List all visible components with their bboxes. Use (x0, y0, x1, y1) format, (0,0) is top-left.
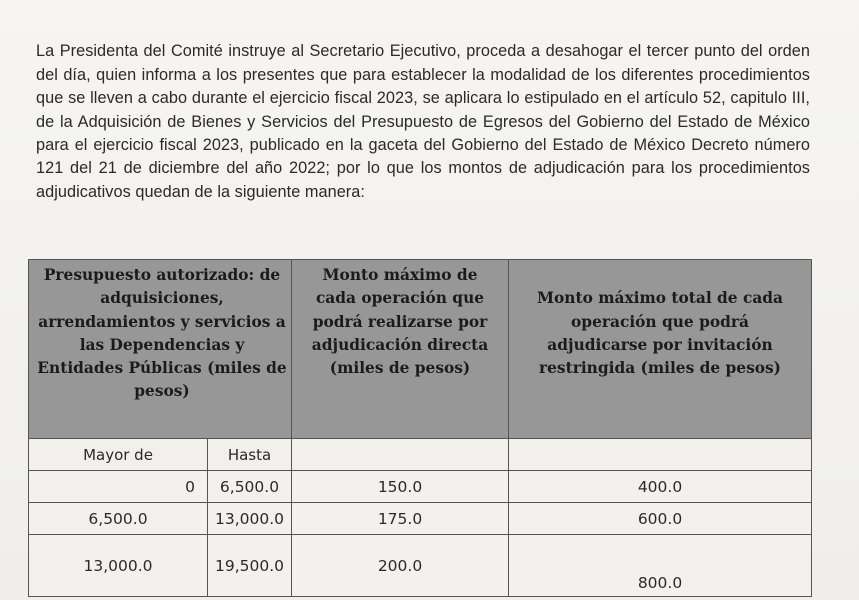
header-direct-text: Monto máximo de cada operación que podrá realizarse por adjudicación directa (miles de pesos) (311, 266, 489, 378)
cell-mayor: 13,000.0 (29, 535, 208, 597)
cell-directa: 200.0 (292, 535, 509, 597)
header-restricted-cell (509, 260, 812, 439)
table-row (29, 471, 812, 503)
cell-hasta: 19,500.0 (208, 535, 292, 597)
header-budget-text: Presupuesto autorizado: de adquisiciones, arrendamientos y servicios a las Dependencias y Entidades Públicas (miles de pesos) (37, 266, 287, 401)
cell-mayor: 6,500.0 (29, 503, 208, 535)
cell-restringida: 600.0 (509, 503, 812, 535)
cell-hasta: 6,500.0 (208, 471, 292, 503)
intro-paragraph: La Presidenta del Comité instruye al Secretario Ejecutivo, proceda a desahogar el tercer punto del orden del día, quien informa a los presentes que para establecer la modalidad de los diferentes procedimientos que se lleven a cabo durante el ejercicio fiscal 2023, se aplicara lo estipulado en el artículo 52, capitulo III, de la Adquisición de Bienes y Servicios del Presupuesto de Egresos del Gobierno del Estado de México para el ejercicio fiscal 2023, publicado en la gaceta del Gobierno del Estado de México Decreto número 121 del 21 de diciembre del año 2022; por lo que los montos de adjudicación para los procedimientos adjudicativos quedan de la siguiente manera: (36, 42, 810, 201)
header-restricted-text: Monto máximo total de cada operación que podrá adjudicarse por invitación restringida (miles de pesos) (536, 289, 784, 378)
subheader-empty-restricted (509, 439, 812, 471)
subheader-mayor: Mayor de (29, 439, 208, 471)
subheader-hasta: Hasta (208, 439, 292, 471)
subheader-row (29, 439, 812, 471)
header-budget-cell (29, 260, 292, 439)
subheader-empty-direct (292, 439, 509, 471)
adjudication-amounts-table (28, 259, 812, 597)
table-row (29, 503, 812, 535)
table-row (29, 535, 812, 597)
table-header-row (29, 260, 812, 439)
cell-directa: 175.0 (292, 503, 509, 535)
cell-restringida: 800.0 (509, 535, 812, 597)
cell-directa: 150.0 (292, 471, 509, 503)
cell-restringida: 400.0 (509, 471, 812, 503)
cell-mayor: 0 (29, 471, 208, 503)
header-direct-cell (292, 260, 509, 439)
cell-hasta: 13,000.0 (208, 503, 292, 535)
